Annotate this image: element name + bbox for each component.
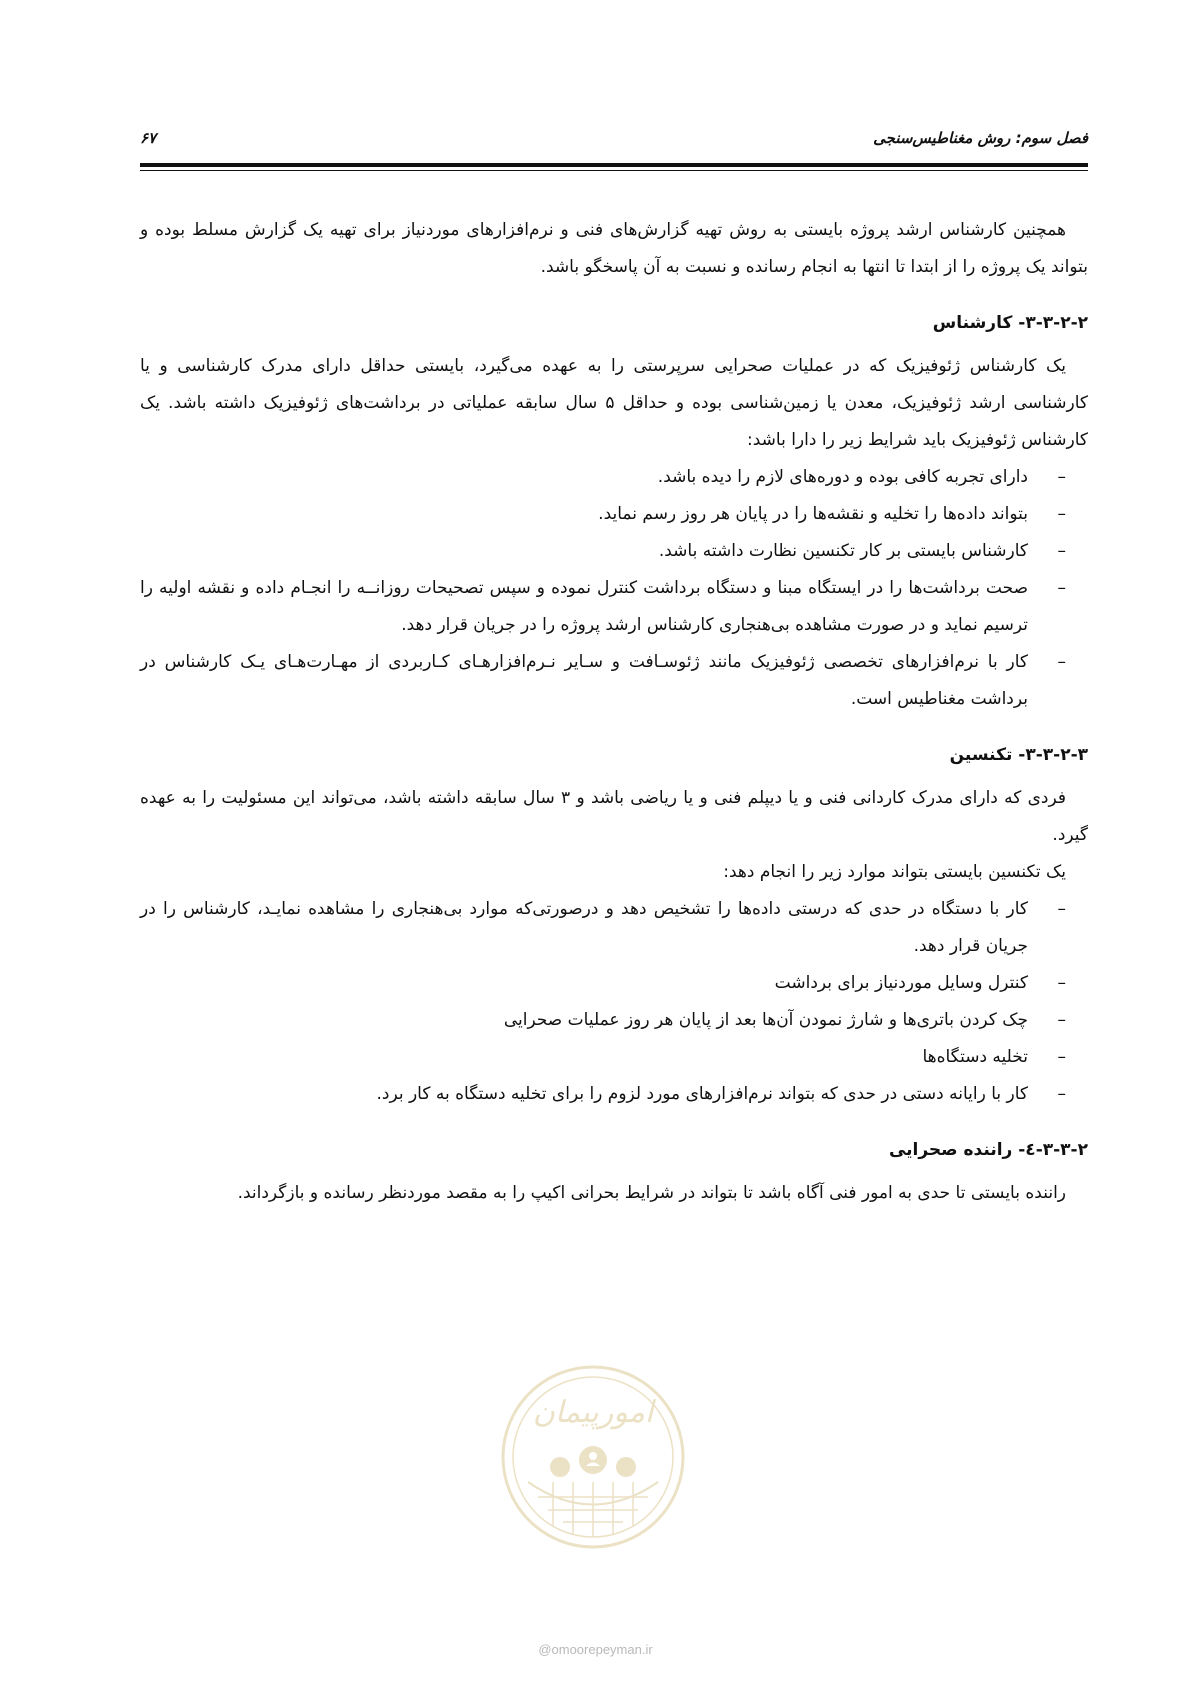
- driver-paragraph: راننده بایستی تا حدی به امور فنی آگاه باشد تا بتواند در شرایط بحرانی اکیپ را به مقصد موردنظر رسانده و بازگرداند.: [237, 1183, 1066, 1203]
- expert-requirements-list: [140, 459, 1088, 718]
- list-item: – تخلیه دستگاه‌ها: [140, 1039, 1088, 1076]
- section-heading-technician: ۳-۳-۲-۳- تکنسین: [949, 745, 1088, 765]
- page-content: [140, 212, 1088, 1212]
- page-header: [140, 125, 1088, 157]
- list-item: – چک کردن باتری‌ها و شارژ نمودن آن‌ها بعد از پایان هر روز عملیات صحرایی: [140, 1002, 1088, 1039]
- page-number: ۶۷: [140, 129, 157, 147]
- watermark-logo: [498, 1362, 688, 1552]
- list-item: – کار با دستگاه در حدی که درستی داده‌ها را تشخیص دهد و درصورتی‌که موارد بی‌هنجاری را مشاهده نمایـد، کارشناس را در جریان قرار دهد.: [140, 891, 1088, 965]
- list-item: – کار با رایانه دستی در حدی که بتواند نرم‌افزارهای مورد لزوم را برای تخلیه دستگاه به کار برد.: [140, 1076, 1088, 1113]
- header-rule-thin: [140, 170, 1088, 171]
- technician-intro-line: یک تکنسین بایستی بتواند موارد زیر را انجام دهد:: [723, 862, 1066, 882]
- header-rule-thick: [140, 163, 1088, 167]
- intro-paragraph: همچنین کارشناس ارشد پروژه بایستی به روش تهیه گزارش‌های فنی و نرم‌افزارهای موردنیاز برای تهیه یک گزارش مسلط بوده و بتواند یک پروژه را از ابتدا تا انتها به انجام رسانده و نسبت به آن پاسخگو باشد.: [140, 220, 1088, 277]
- expert-paragraph: یک کارشناس ژئوفیزیک که در عملیات صحرایی سرپرستی را به عهده می‌گیرد، بایستی حداقل دارای مدرک کارشناسی و یا کارشناسی ارشد ژئوفیزیک، معدن یا زمین‌شناسی بوده و حداقل ۵ سال سابقه عملیاتی در برداشت‌های ژئوفیزیک داشته باشد. یک کارشناس ژئوفیزیک باید شرایط زیر را دارا باشد:: [140, 356, 1088, 450]
- section-heading-expert: ۳-۳-۲-۲- کارشناس: [932, 313, 1088, 333]
- list-item: – بتواند داده‌ها را تخلیه و نقشه‌ها را در پایان هر روز رسم نماید.: [140, 496, 1088, 533]
- list-item: – کارشناس بایستی بر کار تکنسین نظارت داشته باشد.: [140, 533, 1088, 570]
- list-item: – کنترل وسایل موردنیاز برای برداشت: [140, 965, 1088, 1002]
- list-item: – کار با نرم‌افزارهای تخصصی ژئوفیزیک مانند ژئوسـافت و سـایر نـرم‌افزارهـای کـاربردی از مهـارت‌هـای یـک کارشناس در برداشت مغناطیس است.: [140, 644, 1088, 718]
- section-heading-driver: ۳-۳-۲-٤- راننده صحرایی: [888, 1140, 1088, 1160]
- list-item: – دارای تجربه کافی بوده و دوره‌های لازم را دیده باشد.: [140, 459, 1088, 496]
- technician-paragraph: فردی که دارای مدرک کاردانی فنی و یا دیپلم فنی و یا ریاضی باشد و ۳ سال سابقه داشته باشد، می‌تواند این مسئولیت را به عهده گیرد.: [140, 788, 1088, 845]
- watermark-logo-text: امورپیمان: [532, 1395, 654, 1430]
- watermark-url: @omoorepeyman.ir: [538, 1642, 653, 1657]
- list-item: – صحت برداشت‌ها را در ایستگاه مبنا و دستگاه برداشت کنترل نموده و سپس تصحیحات روزانــه را انجـام داده و نقشه اولیه را ترسیم نماید و در صورت مشاهده بی‌هنجاری کارشناس ارشد پروژه را در جریان قرار دهد.: [140, 570, 1088, 644]
- technician-tasks-list: [140, 891, 1088, 1113]
- chapter-title: فصل سوم: روش مغناطیس‌سنجی: [873, 129, 1088, 147]
